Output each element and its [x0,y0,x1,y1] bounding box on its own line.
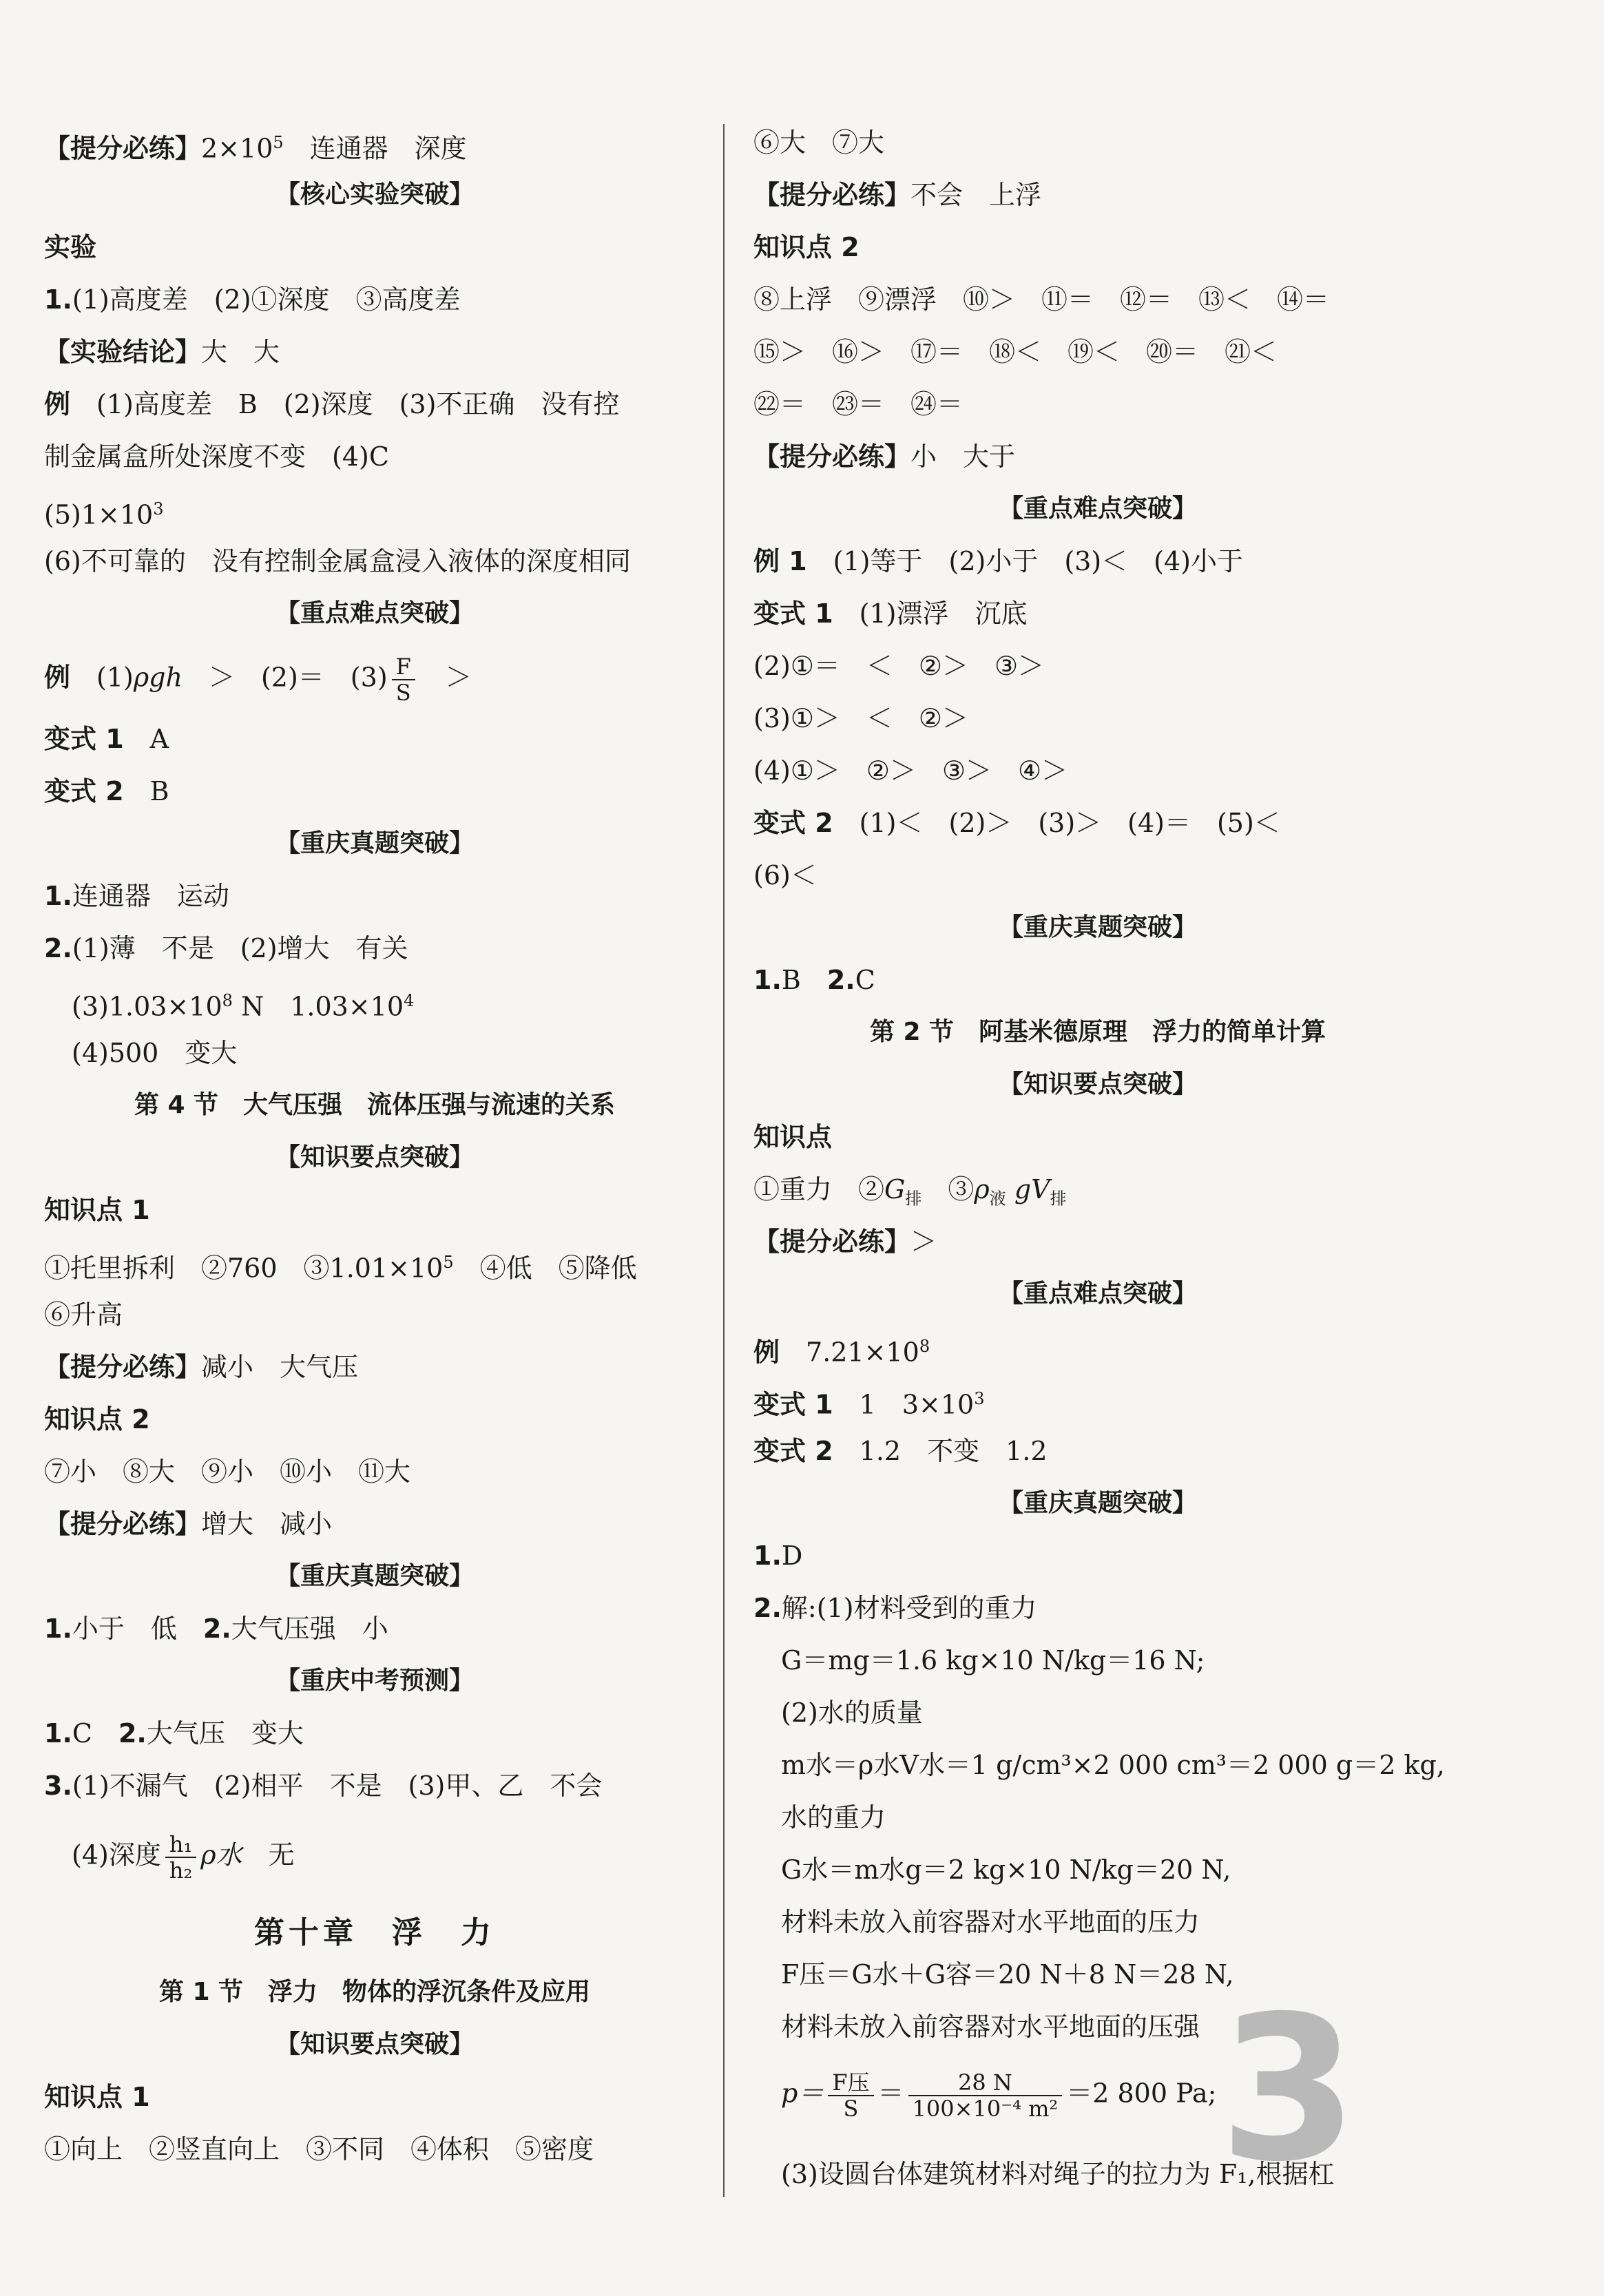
answer-line: ①托里拆利 ②760 $③1.01\times 10^5$ ④低 ⑤降低 [44,1253,637,1284]
fraction: $\frac{28 N}{\text{100×10⁻⁴ m²}}$ [908,2070,1063,2121]
answer-line-cont: ⑥升高 [44,1300,123,1330]
solution-line: G＝mg＝1.6 kg×10 N/kg＝16 N; [781,1645,1205,1676]
answer-line: 1.C 2.大气压 变大 [44,1718,304,1749]
solution-line: F压＝G水＋G容＝20 N＋8 N＝28 N, [781,1959,1234,1990]
column-divider [723,124,725,2197]
section-heading: 【重庆真题突破】 [275,1562,474,1590]
example-line-cont: $(5)1\times 10^3$ [44,499,164,530]
section-title: 第 4 节 大气压强 流体压强与流速的关系 [134,1091,616,1119]
practice-line: 【提分必练】小 大于 [753,441,1016,472]
page-number: 3 [1219,1974,1358,2206]
answer-line: 2.(1)薄 不是 (2)增大 有关 [44,933,408,963]
variant-line: 变式 2 B [44,776,169,806]
answer-line-cont: $(3)1.03\times 10^8$ N $1.03\times 10^4$ [72,991,415,1022]
example-line: 例 (1)高度差 B (2)深度 (3)不正确 没有控 [44,389,620,419]
knowledge-point-label: 知识点 [753,1122,833,1152]
section-heading: 【重庆真题突破】 [275,829,474,857]
solution-line: (3)设圆台体建筑材料对绳子的拉力为 F₁,根据杠 [781,2159,1335,2189]
practice-line: 【提分必练】不会 上浮 [753,180,1042,210]
practice-line: 【提分必练】增大 减小 [44,1509,333,1539]
section-heading: 【知识要点突破】 [275,1143,474,1171]
answer-line: 3.(1)不漏气 (2)相平 不是 (3)甲、乙 不会 [44,1771,603,1801]
knowledge-point-label: 知识点 1 [44,2082,150,2112]
solution-line: p＝ $\frac{\text{F压}}{S}$ ＝ $\frac{28 N}{\text{100×10⁻⁴ m²}}$ ＝2 800 Pa; [781,2069,1217,2122]
answer-line: ⑦小 ⑧大 ⑨小 ⑩小 ⑪大 [44,1457,411,1487]
solution-line: 材料未放入前容器对水平地面的压强 [781,2012,1200,2042]
fraction: $\frac{\text{h₁}}{\text{h₂}}$ [165,1832,196,1883]
answer-line: ⑥大 ⑦大 [753,127,885,158]
section-heading: 【重点难点突破】 [275,599,474,627]
variant-line-cont: (6)＜ [753,860,817,890]
chapter-title: 第十章 浮 力 [254,1915,495,1950]
variant-line-cont: (2)①＝ ＜ ②＞ ③＞ [753,651,1045,681]
section-heading: 【重点难点突破】 [998,1280,1197,1308]
answer-line: 1.小于 低 2.大气压强 小 [44,1614,388,1644]
variant-line: 变式 1 1 $3\times 10^3$ [753,1389,985,1420]
section-heading: 【重点难点突破】 [998,494,1197,523]
solution-line: 材料未放入前容器对水平地面的压力 [781,1907,1200,1937]
solution-line: (2)水的质量 [781,1698,923,1728]
variant-line: 变式 1 (1)漂浮 沉底 [753,598,1028,629]
answer-line: ①向上 ②竖直向上 ③不同 ④体积 ⑤密度 [44,2134,594,2164]
section-heading: 【重庆真题突破】 [998,1489,1197,1517]
answer-line: 1.B 2.C [753,965,875,995]
knowledge-point-label: 知识点 1 [44,1195,150,1225]
answer-line: 2.解:(1)材料受到的重力 [753,1593,1037,1623]
fraction: $\frac{F}{S}$ [392,654,415,705]
section-title: 第 2 节 阿基米德原理 浮力的简单计算 [869,1018,1326,1046]
example-line-cont: 制金属盒所处深度不变 (4)C [44,441,389,472]
answer-line-cont: (4)深度 $\frac{\text{h₁}}{\text{h₂}}$ ρ水 无 [72,1831,295,1883]
section-heading: 【重庆中考预测】 [275,1667,474,1695]
answer-line: 1.(1)高度差 (2)①深度 ③高度差 [44,284,461,315]
knowledge-point-label: 知识点 2 [44,1404,150,1434]
answer-line: ①重力 $②G_排$ $③\rho_液$ $gV_排$ [753,1174,1067,1209]
example-line: 例 (1)ρgh ＞ (2)＝ (3) $\frac{F}{S}$ ＞ [44,654,472,706]
fraction: $\frac{\text{F压}}{S}$ [828,2070,873,2121]
example-line: 例 1 (1)等于 (2)小于 (3)＜ (4)小于 [753,546,1243,576]
section-heading: 【核心实验突破】 [275,180,474,209]
variant-line: 变式 2 (1)＜ (2)＞ (3)＞ (4)＝ (5)＜ [753,808,1280,838]
variant-line-cont: (3)①＞ ＜ ②＞ [753,703,968,733]
example-line-cont: (6)不可靠的 没有控制金属盒浸入液体的深度相同 [44,546,631,576]
answer-line-cont: (4)500 变大 [72,1038,238,1068]
experiment-label: 实验 [44,232,97,262]
section-heading: 【知识要点突破】 [275,2030,474,2058]
answer-line: 1.连通器 运动 [44,881,229,911]
section-heading: 【重庆真题突破】 [998,913,1197,941]
section-title: 第 1 节 浮力 物体的浮沉条件及应用 [158,1978,591,2006]
practice-line: 【提分必练】＞ [753,1227,937,1257]
variant-line: 变式 1 A [44,724,169,754]
practice-line: 【提分必练】减小 大气压 [44,1352,359,1382]
example-line: 例 $7.21\times 10^8$ [753,1337,930,1368]
conclusion-line: 【实验结论】大 大 [44,337,280,367]
section-heading: 【知识要点突破】 [998,1070,1197,1098]
solution-line: m水＝ρ水V水＝1 g/cm³×2 000 cm³＝2 000 g＝2 kg, [781,1750,1445,1780]
practice-line: 【提分必练】$2\times 10^5$ 连通器 深度 [44,133,467,164]
answer-line: ⑧上浮 ⑨漂浮 ⑩＞ ⑪＝ ⑫＝ ⑬＜ ⑭＝ [753,284,1330,315]
solution-line: 水的重力 [781,1802,886,1833]
variant-line-cont: (4)①＞ ②＞ ③＞ ④＞ [753,755,1068,786]
solution-line: G水＝m水g＝2 kg×10 N/kg＝20 N, [781,1855,1231,1885]
answer-line: ⑮＞ ⑯＞ ⑰＝ ⑱＜ ⑲＜ ⑳＝ ㉑＜ [753,337,1278,367]
answer-line: 1.D [753,1541,803,1571]
variant-line: 变式 2 1.2 不变 1.2 [753,1436,1048,1466]
answer-line: ㉒＝ ㉓＝ ㉔＝ [753,389,964,419]
knowledge-point-label: 知识点 2 [753,232,860,262]
